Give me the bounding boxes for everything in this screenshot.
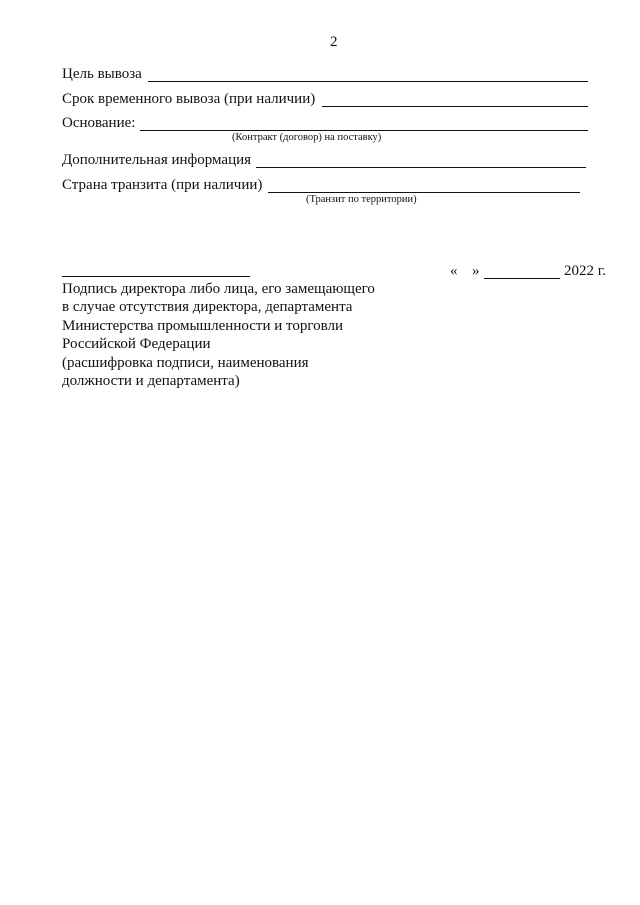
term-label: Срок временного вывоза (при наличии) — [62, 91, 316, 107]
additional-info-label: Дополнительная информация — [62, 152, 252, 168]
page-number: 2 — [330, 34, 338, 50]
transit-caption: (Транзит по территории) — [306, 194, 417, 205]
signature-caption-line: Подпись директора либо лица, его замещающего — [62, 281, 375, 297]
signature-field[interactable] — [62, 276, 250, 277]
date-close-quote: » — [472, 263, 480, 279]
signature-caption-line: должности и департамента) — [62, 373, 240, 390]
additional-info-field[interactable] — [256, 167, 586, 168]
signature-caption-line: (расшифровка подписи, наименования — [62, 354, 309, 371]
date-year: 2022 г. — [564, 263, 606, 279]
purpose-field[interactable] — [148, 81, 588, 82]
basis-caption: (Контракт (договор) на поставку) — [232, 132, 382, 143]
signature-caption-line: Российской Федерации — [62, 336, 211, 353]
transit-field[interactable] — [268, 192, 580, 193]
date-day-month-field[interactable] — [484, 278, 560, 279]
transit-label: Страна транзита (при наличии) — [62, 177, 263, 193]
basis-label: Основание: — [62, 115, 136, 131]
signature-caption-line: в случае отсутствия директора, департамента — [62, 299, 353, 316]
date-open-quote: « — [450, 263, 458, 279]
term-field[interactable] — [322, 106, 588, 107]
purpose-label: Цель вывоза — [62, 66, 142, 82]
signature-caption-line: Министерства промышленности и торговли — [62, 317, 344, 334]
signature-caption — [62, 280, 375, 390]
basis-field[interactable] — [140, 130, 588, 131]
